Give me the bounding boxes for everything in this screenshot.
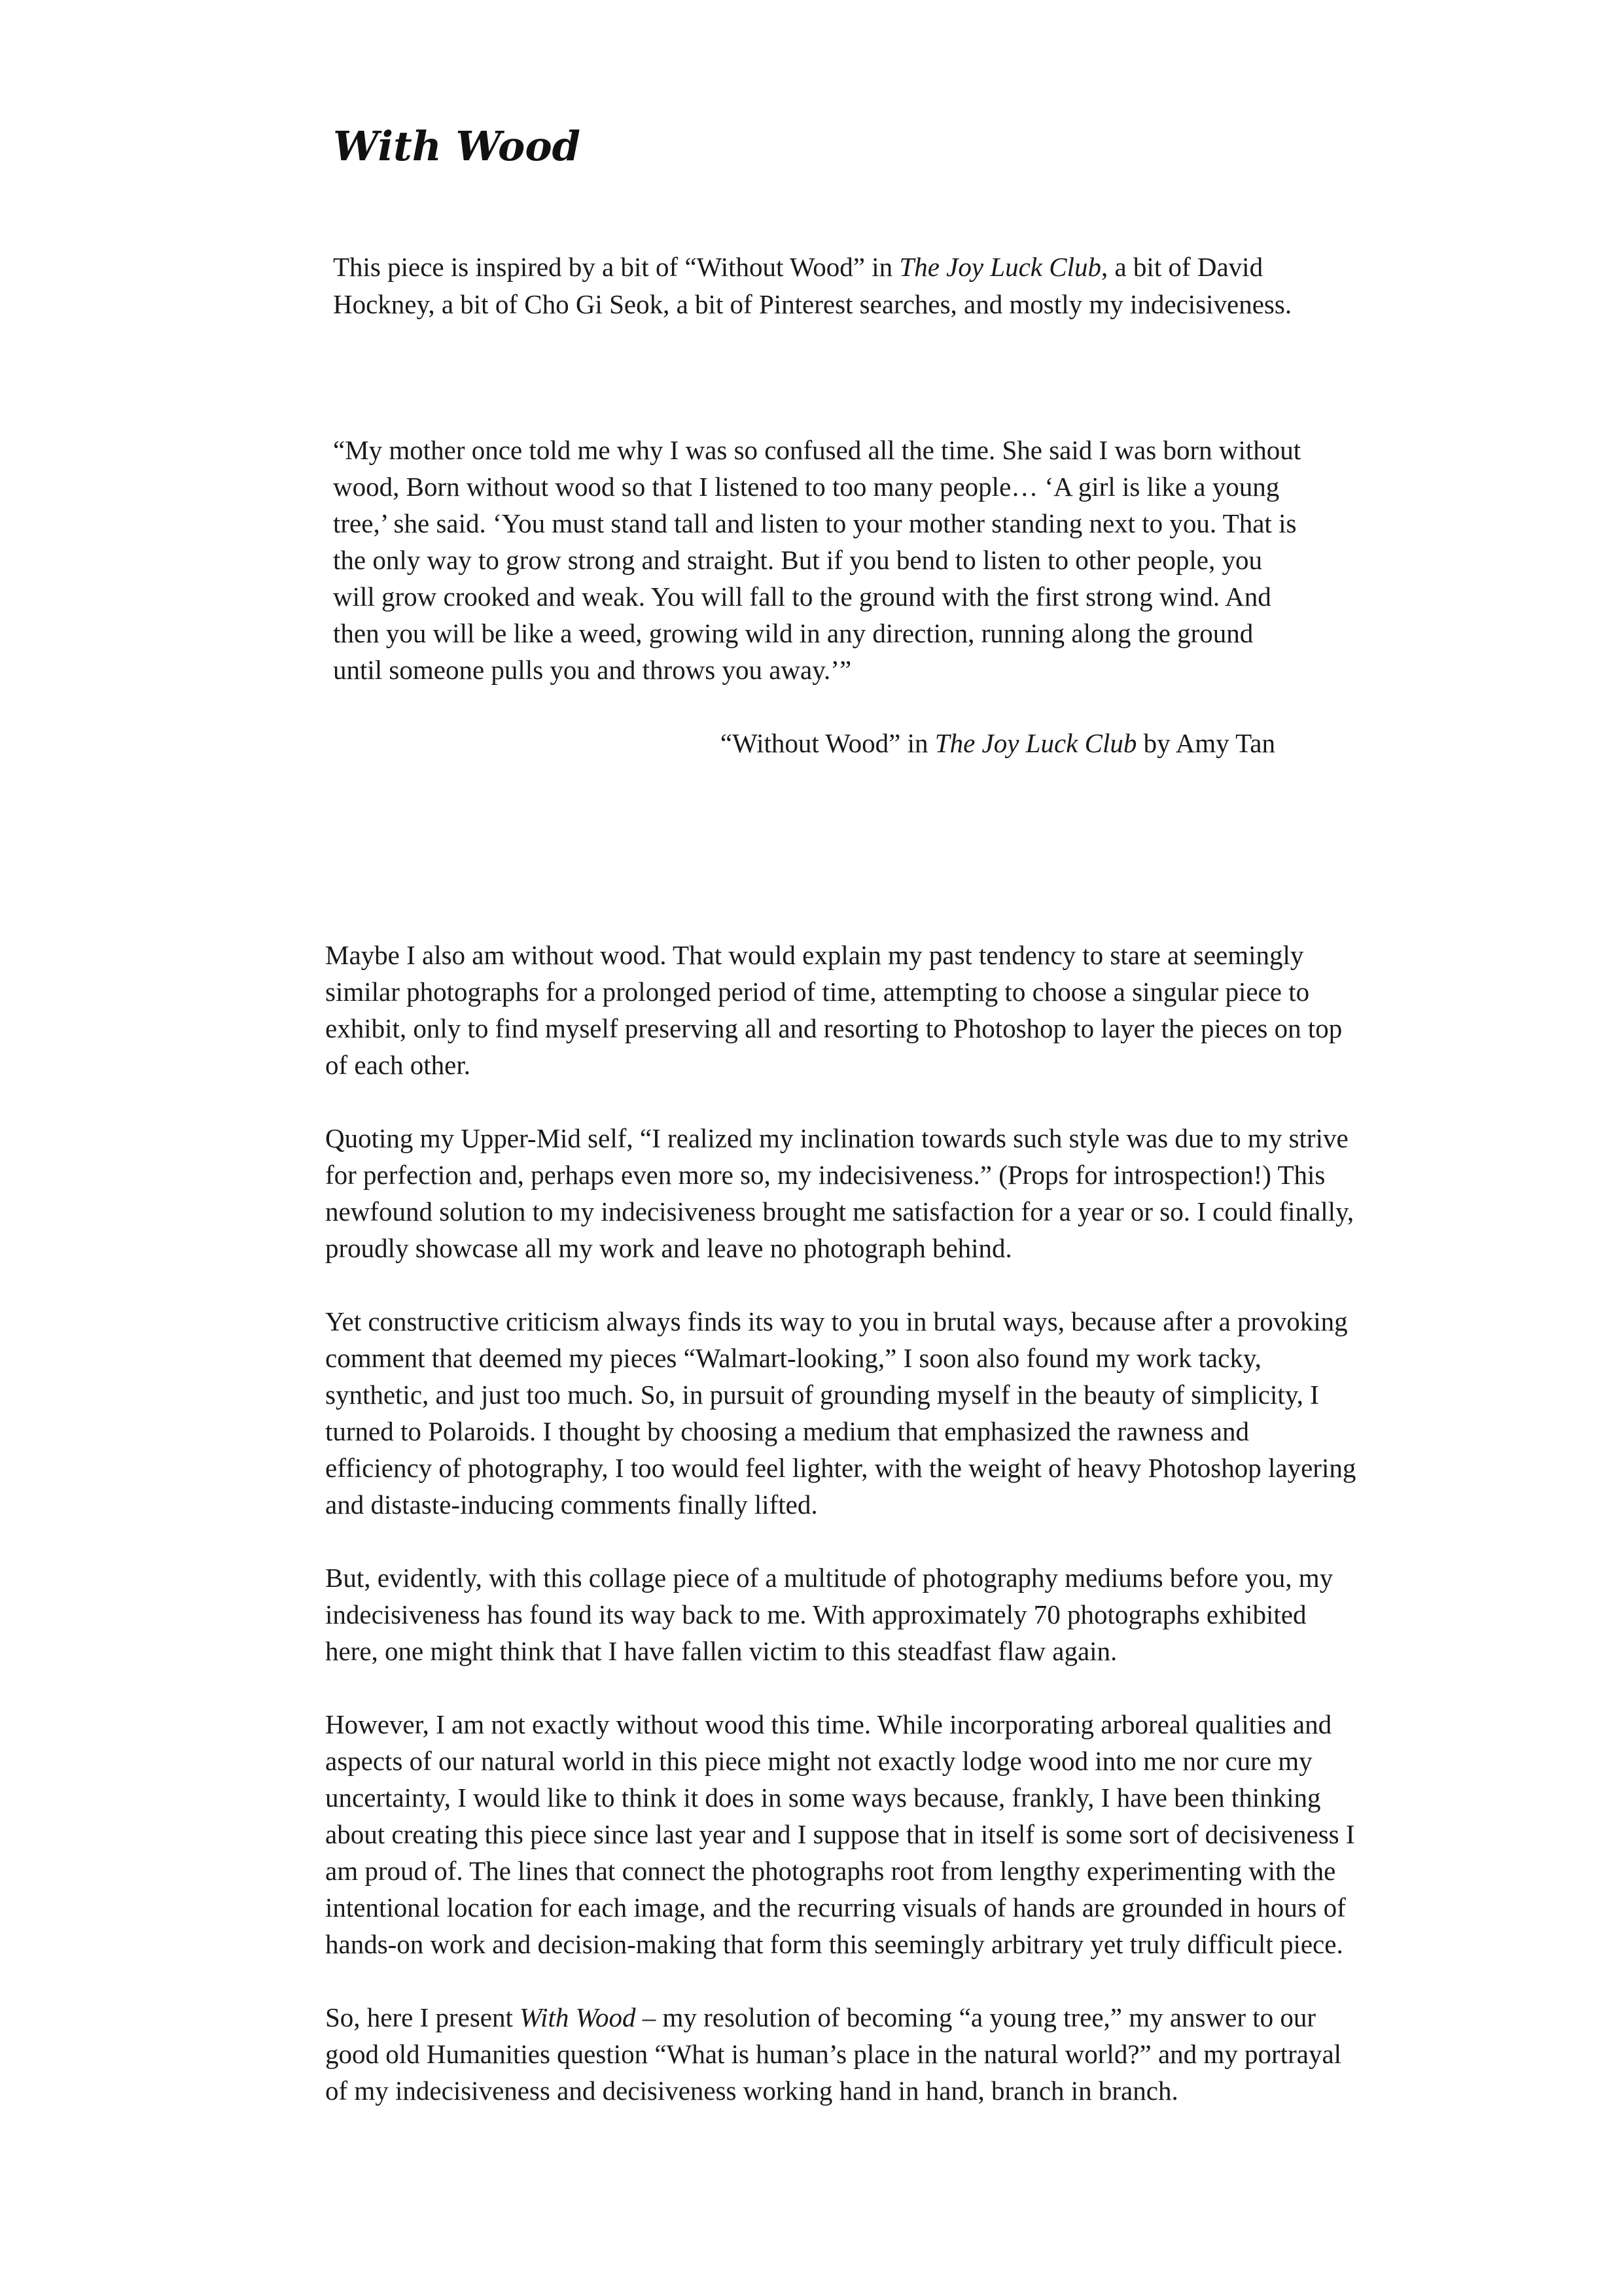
attribution-book-title: The Joy Luck Club [934, 728, 1137, 758]
closing-text-end: – my resolution of becoming “a young tree,” my answer to our good old Humanities question “What is human’s place in the natural world?” and my portrayal of my indecisiveness and decisiveness working hand in hand, branch in branch. [325, 2002, 1342, 2106]
body-paragraph-1: Maybe I also am without wood. That would explain my past tendency to stare at seemingly similar photographs for a prolonged period of time, attempting to choose a singular piece to exhibit, only to find myself preserving all and resorting to Photoshop to layer the pieces on top of each other. [325, 940, 1343, 1080]
intro-paragraph [333, 249, 1301, 323]
block-quote: “My mother once told me why I was so confused all the time. She said I was born without wood, Born without wood so that I listened to too many people… ‘A girl is like a young tree,’ she said. ‘You must stand tall and listen to your mother standing next to you. That is the only way to grow strong and straight. But if you bend to listen to other people, you will grow crooked and weak. You will fall to the ground with the first strong wind. And then you will be like a weed, growing wild in any direction, running along the ground until someone pulls you and throws you away.’” [333, 435, 1301, 685]
document-title: With Wood [333, 122, 581, 170]
intro-book-title: The Joy Luck Club [899, 252, 1101, 282]
body-paragraph-2: Quoting my Upper-Mid self, “I realized my inclination towards such style was due to my strive for perfection and, perhaps even more so, my indecisiveness.” (Props for introspection!) This newfound solution to my indecisiveness brought me satisfaction for a year or so. I could finally, proudly showcase all my work and leave no photograph behind. [325, 1123, 1354, 1263]
intro-text-end: , a bit of David Hockney, a bit of Cho Gi Seok, a bit of Pinterest searches, and mostly my indecisiveness. [333, 252, 1292, 319]
attribution-text-end: by Amy Tan [1137, 728, 1275, 758]
quote-attribution [720, 725, 1275, 761]
body-text [325, 937, 1359, 2146]
closing-text-start: So, here I present [325, 2002, 520, 2032]
body-paragraph-5: However, I am not exactly without wood this time. While incorporating arboreal qualities and aspects of our natural world in this piece might not exactly lodge wood into me nor cure my uncertainty, I would like to think it does in some ways because, frankly, I have been thinking about creating this piece since last year and I suppose that in itself is some sort of decisiveness I am proud of. The lines that connect the photographs root from lengthy experimenting with the intentional location for each image, and the recurring visuals of hands are grounded in hours of hands-on work and decision-making that form this seemingly arbitrary yet truly difficult piece. [325, 1709, 1355, 1959]
intro-text-start: This piece is inspired by a bit of “Without Wood” in [333, 252, 900, 282]
body-paragraph-3: Yet constructive criticism always finds its way to you in brutal ways, because after a provoking comment that deemed my pieces “Walmart-looking,” I soon also found my work tacky, synthetic, and just too much. So, in pursuit of grounding myself in the beauty of simplicity, I turned to Polaroids. I thought by choosing a medium that emphasized the rawness and efficiency of photography, I too would feel lighter, with the weight of heavy Photoshop layering and distaste-inducing comments finally lifted. [325, 1306, 1356, 1520]
body-paragraph-4: But, evidently, with this collage piece of a multitude of photography mediums before you, my indecisiveness has found its way back to me. With approximately 70 photographs exhibited here, one might think that I have fallen victim to this steadfast flaw again. [325, 1563, 1333, 1666]
attribution-text-start: “Without Wood” in [720, 728, 935, 758]
closing-work-title: With Wood [520, 2002, 636, 2032]
closing-paragraph [325, 1999, 1359, 2109]
